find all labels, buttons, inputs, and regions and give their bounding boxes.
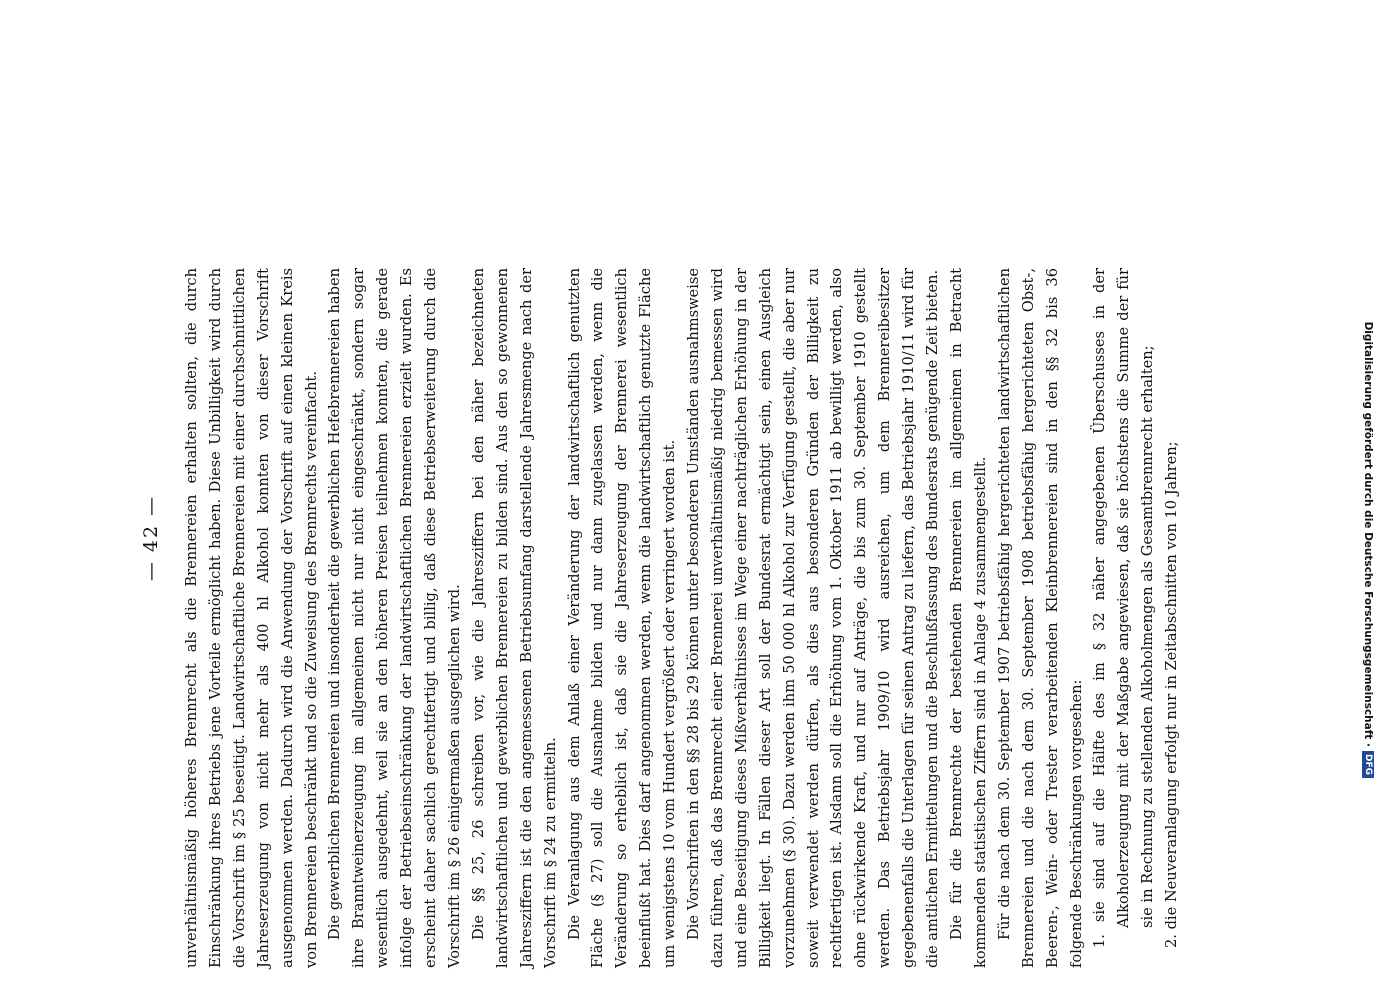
list-item-1: 1. sie sind auf die Hälfte des im § 32 näher angegebenen Überschusses in der Alkoholerzeugung mit der Maßgabe angewiesen, daß sie höchstens die Summe der für sie in Rechnung zu stellenden Alkoholmengen als Gesamtbrennrecht erhalten; — [1091, 268, 1157, 948]
rotated-page — [140, 108, 1181, 968]
list-item-2: 2. die Neuveranlagung erfolgt nur in Zeitabschnitten von 10 Jahren; — [1163, 441, 1181, 948]
paragraph-1: unverhältnismäßig höheres Brennrecht als die Brennereien erhalten sollten, die durch Einschränkung ihres Betriebs jene Vorteile ermöglicht haben. Diese Unbilligkeit wird durch die Vorschrift im § 25 beseitigt. Landwirtschaftliche Brennereien mit einer durchschnittlichen Jahreserzeugung von nicht mehr als 400 hl Alkohol konnten von dieser Vorschrift ausgenommen werden. Dadurch wird die Anwendung der Vorschrift auf einen kleinen Kreis von Brennereien beschränkt und so die Zuweisung des Brennrechts vereinfacht. — [183, 268, 320, 968]
body-text — [180, 268, 1184, 968]
dfg-logo: DFG — [1362, 751, 1374, 778]
paragraph-6: Die für die Brennrechte der bestehenden Brennereien im allgemeinen in Betracht kommenden statistischen Ziffern sind in Anlage 4 zusammengestellt. — [948, 268, 989, 968]
credit-text: Digitalisierung gefördert durch die Deutsche Forschungsgemeinschaft · — [1362, 321, 1374, 747]
digitization-credit — [1357, 8, 1379, 778]
paragraph-3: Die §§ 25, 26 schreiben vor, wie die Jahresziffern bei den näher bezeichneten landwirtschaftlichen und gewerblichen Brennereien zu bilden sind. Aus den so gewonnenen Jahresziffern ist die den angemessenen Betriebsumfang darstellende Jahresmenge nach der Vorschrift im § 24 zu ermitteln. — [469, 268, 559, 968]
paragraph-4: Die Veranlagung aus dem Anlaß einer Veränderung der landwirtschaftlich genutzten Fläche (§ 27) soll die Ausnahme bilden und nur dann zugelassen werden, wenn die Veränderung so erheblich ist, daß sie die Jahreserzeugung der Brennerei wesentlich beeinflußt hat. Dies darf angenommen werden, wenn die landwirtschaftlich genutzte Fläche um wenigstens 10 vom Hundert vergrößert oder verringert worden ist. — [565, 268, 679, 968]
paragraph-2: Die gewerblichen Brennereien und insonderheit die gewerblichen Hefebrennereien haben ihre Branntweinerzeugung im allgemeinen nicht nur nicht eingeschränkt, sondern sogar wesentlich ausgedehnt, weil sie an den höheren Preisen teilnehmen konnten, die gerade infolge der Betriebseinschränkung der landwirtschaftlichen Brennereien erzielt wurden. Es erscheint daher sachlich gerechtfertigt und billig, daß diese Betriebserweiterung durch die Vorschrift im § 26 einigermaßen ausgeglichen wird. — [326, 268, 463, 968]
page-number: — 42 — — [140, 494, 162, 582]
paragraph-7: Für die nach dem 30. September 1907 betriebsfähig hergerichteten landwirtschaftlichen Brennereien und die nach dem 30. September 1908 betriebsfähig hergerichteten Obst-, Beeren-, Wein- oder Trester verarbeitenden Kleinbrennereien sind in den §§ 32 bis 36 folgende Beschränkungen vorgesehen: — [995, 268, 1085, 968]
paragraph-5: Die Vorschriften in den §§ 28 bis 29 können unter besonderen Umständen ausnahmsweise dazu führen, daß das Brennrecht einer Brennerei unverhältnismäßig niedrig bemessen wird und eine Beseitigung dieses Mißverhältnisses im Wege einer nachträglichen Erhöhung in der Billigkeit liegt. In Fällen dieser Art soll der Bundesrat ermächtigt sein, einen Ausgleich vorzunehmen (§ 30). Dazu werden ihm 50 000 hl Alkohol zur Verfügung gestellt, die aber nur soweit verwendet werden dürfen, als dies aus besonderen Gründen der Billigkeit zu rechtfertigen ist. Alsdann soll die Erhöhung vom 1. Oktober 1911 ab bewilligt werden, also ohne rückwirkende Kraft, und nur auf Anträge, die bis zum 30. September 1910 gestellt werden. Das Betriebsjahr 1909/10 wird ausreichen, um dem Brennereibesitzer gegebenenfalls die Unterlagen für seinen Antrag zu liefern, das Betriebsjahr 1910/11 wird für die amtlichen Ermittelungen und die Beschlußfassung des Bundesrats genügende Zeit bieten. — [685, 268, 942, 968]
